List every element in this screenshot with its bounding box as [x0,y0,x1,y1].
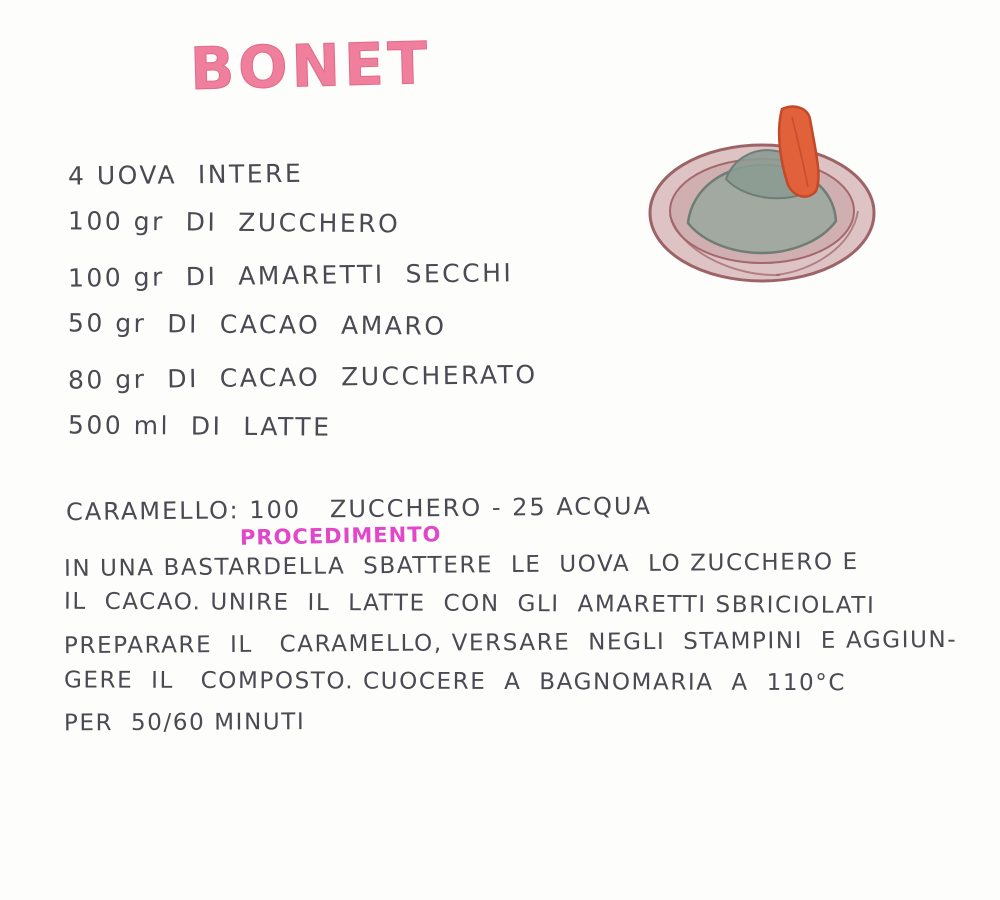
list-item: 500 ml DI LATTE [67,410,332,442]
procedure-line: PREPARARE IL CARAMELLO, VERSARE NEGLI STAMPINI E AGGIUN- [63,626,958,660]
procedure-line: GERE IL COMPOSTO. CUOCERE A BAGNOMARIA A 110°C [63,667,847,697]
procedure-line: IL CACAO. UNIRE IL LATTE CON GLI AMARETTI SBRICIOLATI [63,588,876,619]
procedure-text [63,548,964,747]
bonet-dessert-sketch [630,95,900,310]
caramel-ingredients-line: CARAMELLO: 100 ZUCCHERO - 25 ACQUA [65,491,653,527]
procedure-heading: PROCEDIMENTO [239,522,442,550]
ingredient-list [68,158,668,464]
list-item: 50 gr DI CACAO AMARO [67,308,447,341]
procedure-line: PER 50/60 MINUTI [63,709,306,737]
list-item: 4 UOVA INTERE [67,158,304,191]
procedure-line: IN UNA BASTARDELLA SBATTERE LE UOVA LO ZUCCHERO E [63,548,859,582]
list-item: 100 gr DI ZUCCHERO [67,206,401,239]
list-item: 80 gr DI CACAO ZUCCHERATO [67,359,538,395]
list-item: 100 gr DI AMARETTI SECCHI [67,258,514,293]
page-title: BONET [189,28,433,104]
